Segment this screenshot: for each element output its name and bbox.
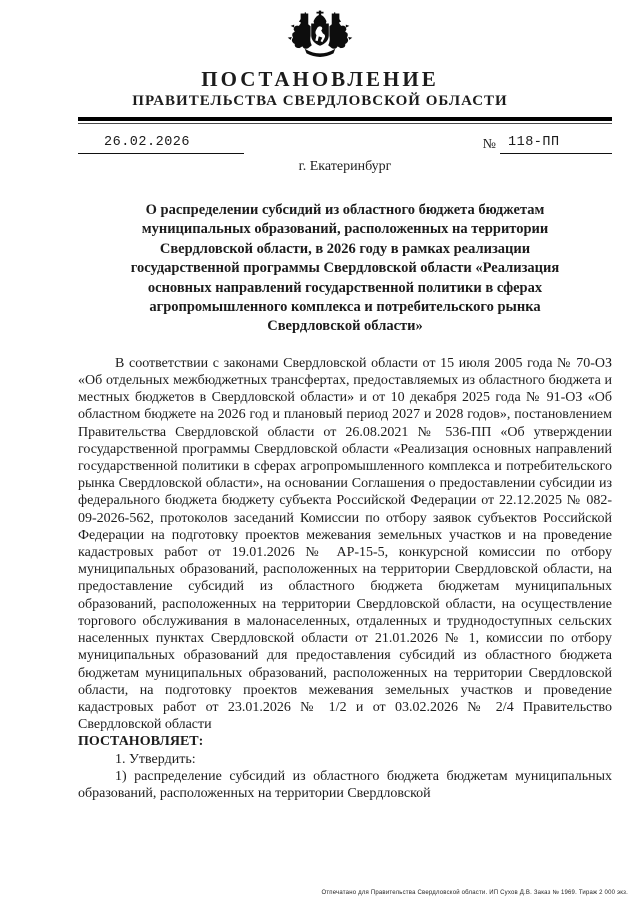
coat-of-arms-svg <box>284 10 356 64</box>
title-line: основных направлений государственной политики в сферах <box>147 279 543 296</box>
document-header <box>0 0 640 110</box>
title-line: агропромышленного комплекса и потребительского рынка <box>149 299 541 316</box>
divider-thick-line <box>78 117 612 121</box>
preamble-paragraph: В соответствии с законами Свердловской области от 15 июля 2005 года № 70-ОЗ «Об отдельных межбюджетных трансфертах, предоставляемых из областного бюджета и местных бюджетов в Свердловской области» и от 10 декабря 2025 года № 91-ОЗ «Об областном бюджете на 2026 год и плановый период 2027 и 2028 годов», постановлением Правительства Свердловской области от 26.08.2021 № 536-ПП «Об утверждении государственной программы Свердловской области «Реализация основных направлений государственной политики в сферах агропромышленного комплекса и потребительского рынка Свердловской области», на основании Соглашения о предоставлении субсидии из федерального бюджета бюджету субъекта Российской Федерации от 22.12.2025 № 082-09-2026-562, протоколов заседаний Комиссии по отбору заявок субъектов Российской Федерации на подготовку проектов межевания земельных участков и на проведение кадастровых работ от 19.01.2026 № АР-15-5, конкурсной комиссии по отбору муниципальных образований, расположенных на территории Свердловской области, на предоставление субсидий из областного бюджета бюджетам муниципальных образований, расположенных на территории Свердловской области, на осуществление торгового обслуживания в малонаселенных, отдаленных и труднодоступных сельских населенных пунктах Свердловской области от 21.01.2026 № 1, комиссии по отбору муниципальных образований для предоставления субсидий из областного бюджета бюджетам муниципальных образований, расположенных на территории Свердловской области, на подготовку проектов межевания земельных участков и проведение кадастровых работ от 23.01.2026 № 1/2 и от 03.02.2026 № 2/4 Правительство Свердловской области <box>78 355 612 733</box>
coat-of-arms-icon <box>0 10 640 64</box>
title-line: Свердловской области» <box>267 318 423 335</box>
document-type-heading: ПОСТАНОВЛЕНИЕ <box>201 67 439 91</box>
document-title <box>106 201 584 337</box>
date-field <box>78 135 244 154</box>
issuing-authority-heading: ПРАВИТЕЛЬСТВА СВЕРДЛОВСКОЙ ОБЛАСТИ <box>132 93 508 109</box>
document-date: 26.02.2026 <box>104 135 191 150</box>
title-line: О распределении субсидий из областного бюджета бюджетам <box>145 202 545 218</box>
number-field <box>483 135 612 154</box>
date-number-row <box>78 130 612 154</box>
title-line: государственной программы Свердловской области «Реализация <box>130 260 560 277</box>
resolves-line: ПОСТАНОВЛЯЕТ: <box>78 734 204 750</box>
item-approve: 1. Утвердить: <box>115 751 196 767</box>
document-body <box>78 355 612 802</box>
city-line: г. Екатеринбург <box>298 159 392 174</box>
title-line: муниципальных образований, расположенных на территории <box>141 221 549 238</box>
header-divider <box>78 117 612 124</box>
divider-thin-line <box>78 123 612 124</box>
content-column <box>78 117 612 802</box>
document-number: 118-ПП <box>500 135 612 154</box>
title-line: Свердловской области, в 2026 году в рамках реализации <box>159 240 531 257</box>
print-imprint: Отпечатано для Правительства Свердловской области. ИП Сухов Д.В. Заказ № 1969. Тираж 2 000 экз. <box>321 890 628 896</box>
item-distribution: 1) распределение субсидий из областного бюджета бюджетам муниципальных образований, расположенных на территории Свердловской <box>78 768 612 801</box>
number-sign: № <box>482 137 496 152</box>
